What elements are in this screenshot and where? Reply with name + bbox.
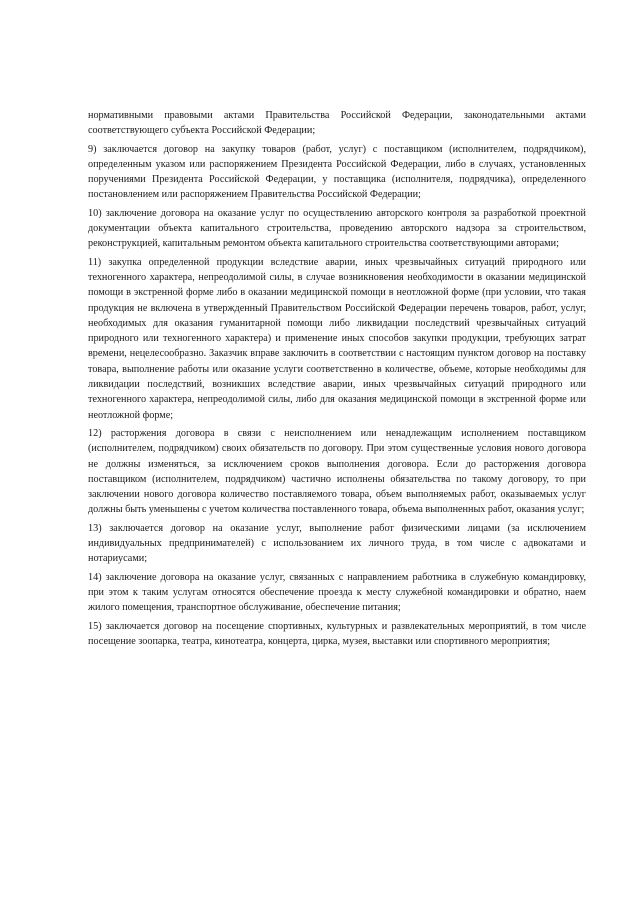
paragraph-item-9: 9) заключается договор на закупку товаров (работ, услуг) с поставщиком (исполнителем, подрядчиком), определенным указом или распоряжением Президента Российской Федерации, либо в случаях, установленных поручениями Президента Российской Федерации, у поставщика (исполнителя, подрядчика), определенного постановлением или распоряжением Правительства Российской Федерации;: [88, 143, 586, 201]
document-body: [88, 108, 586, 652]
paragraph-item-11: 11) закупка определенной продукции вследствие аварии, иных чрезвычайных ситуаций природного или техногенного характера, непреодолимой силы, в случае возникновения необходимости в оказании медицинской помощи в экстренной форме либо в оказании медицинской помощи в неотложной форме (при условии, что такая продукция не включена в утвержденный Правительством Российской Федерации перечень товаров, работ, услуг, необходимых для оказания гуманитарной помощи либо ликвидации последствий чрезвычайных ситуаций природного или техногенного характера) и применение иных способов закупки продукции, требующих затрат времени, нецелесообразно. Заказчик вправе заключить в соответствии с настоящим пунктом договор на поставку товара, выполнение работы или оказание услуги соответственно в количестве, объеме, которые необходимы для ликвидации последствий, возникших вследствие аварии, иных чрезвычайных ситуаций природного или техногенного характера, непреодолимой силы, либо для оказания медицинской помощи в экстренной форме или неотложной форме;: [88, 256, 586, 421]
paragraph-item-12: 12) расторжения договора в связи с неисполнением или ненадлежащим исполнением поставщиком (исполнителем, подрядчиком) своих обязательств по договору. При этом существенные условия нового договора не должны изменяться, за исключением сроков выполнения договора. Если до расторжения договора поставщиком (исполнителем, подрядчиком) частично исполнены обязательства по такому договору, то при заключении нового договора количество поставляемого товара, объем выполняемых работ, оказываемых услуг должны быть уменьшены с учетом количества поставленного товара, объема выполненных работ, оказания услуг;: [88, 427, 586, 516]
paragraph-item-14: 14) заключение договора на оказание услуг, связанных с направлением работника в служебную командировку, при этом к таким услугам относятся обеспечение проезда к месту служебной командировки и обратно, наем жилого помещения, транспортное обслуживание, обеспечение питания;: [88, 571, 586, 614]
paragraph-continuation: нормативными правовыми актами Правительства Российской Федерации, законодательными актами соответствующего субъекта Российской Федерации;: [88, 110, 586, 137]
paragraph-item-13: 13) заключается договор на оказание услуг, выполнение работ физическими лицами (за исключением индивидуальных предпринимателей) с использованием их личного труда, в том числе с адвокатами и нотариусами;: [88, 522, 586, 565]
paragraph-item-15: 15) заключается договор на посещение спортивных, культурных и развлекательных мероприятий, в том числе посещение зоопарка, театра, кинотеатра, концерта, цирка, музея, выставки или спортивного мероприятия;: [88, 620, 586, 647]
paragraph-item-10: 10) заключение договора на оказание услуг по осуществлению авторского контроля за разработкой проектной документации объекта капитального строительства, проведению авторского надзора за строительством, реконструкцией, капитальным ремонтом объекта капитального строительства соответствующими авторами;: [88, 207, 586, 250]
